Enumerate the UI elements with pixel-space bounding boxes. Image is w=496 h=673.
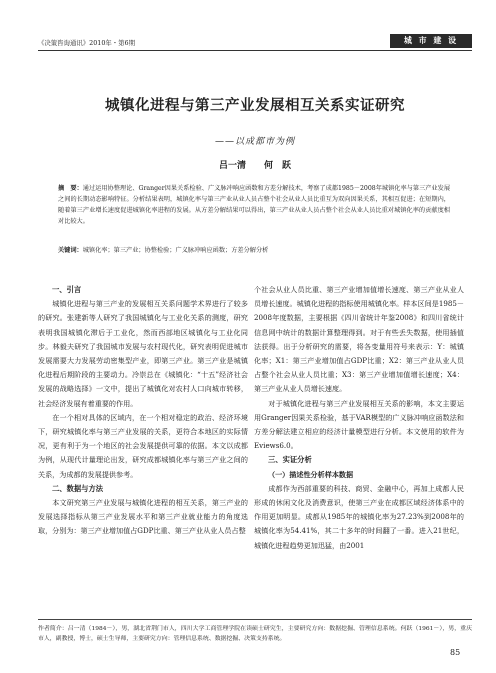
- keywords-text: 城镇化率；第三产业；协整检验；广义脉冲响应函数；方差分解分析: [82, 247, 269, 254]
- abstract-label: 摘 要：: [58, 185, 83, 192]
- page-number: 85: [450, 648, 461, 657]
- paragraph: 本文研究第三产业发展与城镇化进程的相互关系，第三产业的发展选择指标从第三产业发展水平和第三产业就业能力的角度选取，分别为：第三产业增加值占GDP比重、第三产业从业人员占整: [38, 498, 248, 536]
- left-column: [38, 283, 248, 539]
- paragraph: 成都作为西部重要的科技、商贸、金融中心，再加上成都人民形成的休闲文化及消费意识，使第三产业在成都区域经济体系中的作用更加明显。成都从1985年的城镇化率为27.23%到2008年的城镇化率为54.41%，其二十多年的时间翻了一番。进入21世纪，城镇化进程趋势更加迅猛，由2001: [254, 483, 464, 550]
- abstract-text: 通过运用协整理论、Granger因果关系检验、广义脉冲响应函数和方差分解技术，考察了成都1985－2008年城镇化率与第三产业发展之间的长期动态影响特征。分析结果表明，城镇化率与第三产业从业人员占整个社会从业人员比重互为双向因果关系，其相互促进；在短期内，随着第三产业增长速度促进城镇化率进程的发展。从方差分解结果可以得出，第三产业从业人员占整个社会从业人员比重对城镇化率的贡献度相对比较大。: [58, 185, 451, 225]
- article-title: 城镇化进程与第三产业发展相互关系实证研究: [105, 98, 405, 114]
- paragraph: 城镇化进程与第三产业的发展相互关系问题学术界进行了较多的研究。张建新等人研究了我国城镇化与工业化关系的测度，研究表明我国城镇化滞后于工业化，然而西部地区城镇化与工业化同步。林毅夫研究了我国城市发展与农村现代化，研究表明促进城市发展需要大力发展劳动密集型产业，即第三产业。第三产业是城镇化进程后期阶段的主要动力。冷崇总在《城镇化：“十五”经济社会发展的战略选择》一文中，提出了城镇化对农村人口向城市转移，社会经济发展有着重要的作用。: [38, 299, 248, 408]
- header-rule: [38, 50, 472, 51]
- article-authors: 吕一清 何 跃: [218, 161, 291, 171]
- right-column: [254, 283, 464, 553]
- section-heading-empirical: 三、实证分析: [268, 455, 312, 465]
- paragraph: 在一个相对具体的区域内，在一个相对稳定的政治、经济环境下，研究城镇化率与第三产业发展的关系，更符合本地区的实际情况，更有利于为一个地区的社会发展提供可靠的依据。本文以成都为例，从现代计量理论出发，研究成都城镇化率与第三产业之间的关系，为成都的发展提供参考。: [38, 412, 248, 479]
- article-subtitle: ——以成都市为例: [214, 137, 295, 147]
- keywords-label: 关键词：: [58, 247, 83, 254]
- section-label: 城 市 建 设: [390, 34, 472, 48]
- author-footnote: 作者简介：吕一清（1984－），男，湖北省荆门市人，四川大学工商管理学院在读硕士研究生，主要研究方向：数据挖掘、管理信息系统。何跃（1961－），男，重庆市人，副教授，博士，硕士生导师，主要研究方向：管理信息系统、数据挖掘、决策支持系统。: [38, 626, 472, 642]
- paragraph: 对于城镇化进程与第三产业发展相互关系的影响，本文主要运用Granger因果关系检验，基于VAR模型的广义脉冲响应函数法和方差分解法建立相应的经济计量模型进行分析。本文使用的软件为Eviews6.0。: [254, 398, 464, 451]
- footnote-rule: [38, 619, 472, 620]
- keywords: [58, 245, 450, 256]
- paragraph: 个社会从业人员比重、第三产业增加值增长速度、第三产业从业人员增长速度。城镇化进程的指标使用城镇化率。样本区间是1985－2008年度数据，主要根据《四川省统计年鉴2008》和四川省统计信息网中统计的数据计算整理得到。对于有些丢失数据，使用插值法获得。出于分析研究的需要，将各变量用符号来表示：Y：城镇化率；X1：第三产业增加值占GDP比重；X2：第三产业从业人员占整个社会从业人员比重；X3：第三产业增加值增长速度；X4：第三产业从业人员增长速度。: [254, 285, 464, 394]
- journal-header: 《决策咨询通讯》2010年・第6期: [38, 39, 136, 47]
- section-heading-data-methods: 二、数据与方法: [52, 483, 104, 493]
- abstract: [58, 183, 450, 227]
- section-heading-intro: 一、引言: [52, 285, 82, 294]
- subsection-heading-descriptive: （一）描述性分析样本数据: [268, 469, 354, 479]
